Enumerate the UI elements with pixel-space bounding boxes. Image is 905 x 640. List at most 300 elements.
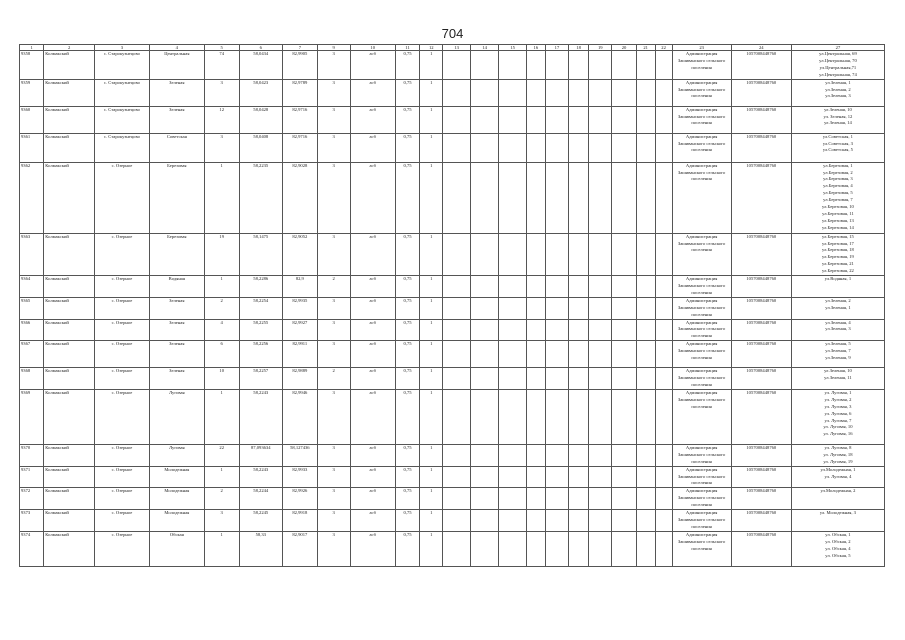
table-cell [526, 233, 545, 275]
table-cell: Колмакский [44, 531, 95, 566]
table-cell [589, 276, 612, 298]
table-cell: 1057008448760 [731, 106, 791, 133]
column-header: 9 [317, 45, 350, 51]
table-cell [612, 162, 636, 233]
table-cell: 58,2257 [239, 368, 282, 390]
table-cell [569, 51, 589, 80]
table-cell [589, 531, 612, 566]
table-cell: 0,75 [395, 319, 419, 341]
table-cell: 3 [317, 466, 350, 488]
table-cell: Молодежная [149, 466, 204, 488]
table-cell [526, 466, 545, 488]
table-cell: асб [350, 106, 395, 133]
table-cell [589, 51, 612, 80]
table-cell [545, 106, 568, 133]
table-cell [526, 276, 545, 298]
table-cell [612, 51, 636, 80]
table-cell: 9365 [20, 297, 44, 319]
table-row [20, 444, 885, 466]
table-cell: 0,75 [395, 389, 419, 444]
table-cell: Колмакский [44, 162, 95, 233]
table-cell [443, 319, 470, 341]
table-cell: 0,75 [395, 466, 419, 488]
table-cell: Администрация Зашиванского сельского поселения [672, 531, 731, 566]
table-cell: 1 [420, 51, 443, 80]
table-cell: 0,75 [395, 133, 419, 162]
table-cell [545, 466, 568, 488]
table-row [20, 162, 885, 233]
table-cell: 3 [204, 510, 239, 532]
table-cell: Колмакский [44, 444, 95, 466]
table-cell: Березовая [149, 233, 204, 275]
table-cell [655, 444, 672, 466]
column-header: 18 [569, 45, 589, 51]
table-cell: 58,1475 [239, 233, 282, 275]
table-cell: 58,0423 [239, 79, 282, 106]
table-cell [655, 106, 672, 133]
table-cell [569, 488, 589, 510]
table-cell: Водяная [149, 276, 204, 298]
table-cell: ул.Зеленая, 10 ул.Зеленая, 11 [791, 368, 884, 390]
table-cell: Колмакский [44, 106, 95, 133]
table-cell: с. Озерное [94, 276, 149, 298]
table-cell [636, 466, 655, 488]
table-cell: Колмакский [44, 51, 95, 80]
table-cell: Луговая [149, 444, 204, 466]
table-cell: 1057008448760 [731, 389, 791, 444]
table-cell [470, 162, 499, 233]
table-cell: 3 [317, 341, 350, 368]
table-cell [612, 444, 636, 466]
table-cell: 3 [317, 162, 350, 233]
table-cell: 9366 [20, 319, 44, 341]
table-cell [526, 51, 545, 80]
table-cell: Молодежная [149, 488, 204, 510]
table-cell: 82,9927 [282, 319, 317, 341]
table-cell [499, 488, 526, 510]
table-cell: Колмакский [44, 341, 95, 368]
table-cell: 74 [204, 51, 239, 80]
table-cell: Администрация Зашиванского сельского поселения [672, 488, 731, 510]
table-cell [499, 276, 526, 298]
column-header: 23 [672, 45, 731, 51]
table-cell: Центральная [149, 51, 204, 80]
table-cell: с. Озерное [94, 488, 149, 510]
table-cell: 1 [420, 488, 443, 510]
column-header: 20 [612, 45, 636, 51]
table-cell [443, 51, 470, 80]
table-cell: 3 [317, 444, 350, 466]
table-cell: 82,9716 [282, 133, 317, 162]
table-cell: Колмакский [44, 79, 95, 106]
table-cell [569, 106, 589, 133]
table-cell [569, 510, 589, 532]
table-cell: ул. Обская, 1 ул. Обская, 2 ул. Обская, 4 ул. Обская, 5 [791, 531, 884, 566]
table-cell: Колмакский [44, 297, 95, 319]
table-cell: с. Озерное [94, 466, 149, 488]
table-cell [499, 79, 526, 106]
table-cell [526, 341, 545, 368]
table-cell: 3 [317, 297, 350, 319]
table-cell: 82,9017 [282, 531, 317, 566]
table-cell [443, 276, 470, 298]
table-cell: Колмакский [44, 488, 95, 510]
table-cell: ул. Луговая, 1 ул. Луговая, 2 ул. Луговая, 3 ул. Луговая, 6 ул. Луговая, 7 ул. Луговая, 10 ул. Луговая, 16 [791, 389, 884, 444]
table-cell [545, 444, 568, 466]
column-header: 16 [526, 45, 545, 51]
table-cell: 1 [204, 276, 239, 298]
table-cell: 9367 [20, 341, 44, 368]
table-cell: Администрация Зашиванского сельского поселения [672, 162, 731, 233]
table-cell [612, 488, 636, 510]
table-cell [545, 319, 568, 341]
table-cell [470, 341, 499, 368]
table-cell: ул.Советская, 1 ул.Советская, 3 ул.Советская, 5 [791, 133, 884, 162]
table-cell [569, 444, 589, 466]
table-cell: 3 [317, 233, 350, 275]
table-cell [470, 79, 499, 106]
table-cell: 58,2245 [239, 510, 282, 532]
table-row [20, 531, 885, 566]
table-cell: 1057008448760 [731, 488, 791, 510]
table-cell: с. Озерное [94, 297, 149, 319]
table-cell: 9359 [20, 79, 44, 106]
table-cell: Колмакский [44, 276, 95, 298]
table-cell: ул.Водяная, 1 [791, 276, 884, 298]
table-cell: 1 [420, 466, 443, 488]
table-cell: Администрация Зашиванского сельского поселения [672, 233, 731, 275]
registry-table [19, 44, 885, 567]
table-cell [589, 79, 612, 106]
table-cell [612, 531, 636, 566]
table-cell: с. Старокузнецово [94, 51, 149, 80]
table-cell: 3 [204, 79, 239, 106]
table-cell [443, 162, 470, 233]
table-cell [443, 531, 470, 566]
table-cell: 1057008448760 [731, 319, 791, 341]
table-cell [655, 531, 672, 566]
table-cell: Березовая [149, 162, 204, 233]
table-cell [569, 319, 589, 341]
table-cell [655, 466, 672, 488]
table-cell: 1 [204, 466, 239, 488]
table-cell [499, 162, 526, 233]
table-cell [589, 466, 612, 488]
table-row [20, 133, 885, 162]
table-cell [443, 233, 470, 275]
table-cell: асб [350, 510, 395, 532]
table-cell: 9364 [20, 276, 44, 298]
table-cell: 1 [204, 531, 239, 566]
table-cell [612, 276, 636, 298]
table-row [20, 233, 885, 275]
table-cell [526, 444, 545, 466]
table-cell: ул.Молодежная, 2 [791, 488, 884, 510]
table-cell [636, 368, 655, 390]
table-cell [545, 341, 568, 368]
table-row [20, 319, 885, 341]
table-cell [589, 133, 612, 162]
column-header: 12 [420, 45, 443, 51]
table-cell [526, 510, 545, 532]
table-cell [612, 368, 636, 390]
table-row [20, 368, 885, 390]
table-cell: 19 [204, 233, 239, 275]
table-cell [499, 531, 526, 566]
table-cell [589, 319, 612, 341]
column-header: 5 [204, 45, 239, 51]
table-cell: 0,75 [395, 531, 419, 566]
table-cell [636, 444, 655, 466]
table-cell [526, 297, 545, 319]
table-cell: 1057008448760 [731, 51, 791, 80]
table-cell: 9374 [20, 531, 44, 566]
table-cell: асб [350, 276, 395, 298]
table-cell: Администрация Зашиванского сельского поселения [672, 51, 731, 80]
table-cell [499, 510, 526, 532]
table-cell [612, 341, 636, 368]
page-number: 704 [441, 26, 464, 41]
table-cell [589, 510, 612, 532]
table-cell: 58,2235 [239, 162, 282, 233]
table-cell: асб [350, 51, 395, 80]
table-cell: Колмакский [44, 133, 95, 162]
table-cell: 1057008448760 [731, 444, 791, 466]
table-cell: 58,2256 [239, 341, 282, 368]
table-cell: 58,0408 [239, 133, 282, 162]
table-cell: 9369 [20, 389, 44, 444]
column-header: 1 [20, 45, 44, 51]
table-cell [499, 133, 526, 162]
table-cell [569, 368, 589, 390]
table-cell [470, 389, 499, 444]
table-cell: асб [350, 444, 395, 466]
table-cell: Зеленая [149, 106, 204, 133]
table-cell [499, 389, 526, 444]
table-cell: 9370 [20, 444, 44, 466]
table-cell [636, 133, 655, 162]
table-cell [470, 531, 499, 566]
table-cell [655, 233, 672, 275]
table-cell: 82,9905 [282, 51, 317, 80]
table-body [20, 51, 885, 567]
table-cell: Администрация Зашиванского сельского поселения [672, 276, 731, 298]
table-cell: Администрация Зашиванского сельского поселения [672, 341, 731, 368]
table-cell [545, 297, 568, 319]
table-cell [526, 106, 545, 133]
table-cell [636, 276, 655, 298]
table-row [20, 297, 885, 319]
table-cell: Колмакский [44, 368, 95, 390]
table-cell: 1 [420, 531, 443, 566]
table-cell: 1057008448760 [731, 276, 791, 298]
table-cell [526, 79, 545, 106]
table-cell [470, 297, 499, 319]
table-cell: 9361 [20, 133, 44, 162]
table-cell: 82,9935 [282, 297, 317, 319]
table-cell [545, 51, 568, 80]
table-cell: 0,75 [395, 79, 419, 106]
table-cell: с. Озерное [94, 233, 149, 275]
table-cell: ул.Зеленая, 5 ул.Зеленая, 7 ул.Зеленая, 9 [791, 341, 884, 368]
table-cell: ул.Зеленая, 4 ул.Зеленая, 3 [791, 319, 884, 341]
table-row [20, 488, 885, 510]
table-cell: Молодежная [149, 510, 204, 532]
table-cell: ул.Центральная, 69 ул.Центральная, 70 ул.Центральная,71 ул.Центральная, 74 [791, 51, 884, 80]
table-cell [655, 276, 672, 298]
table-cell: с. Озерное [94, 531, 149, 566]
table-cell [545, 488, 568, 510]
table-cell [443, 368, 470, 390]
table-cell: 58,2244 [239, 488, 282, 510]
table-cell: ул.Зеленая, 1 ул.Зеленая, 2 ул.Зеленая, 3 [791, 79, 884, 106]
table-cell: Администрация Зашиванского сельского поселения [672, 319, 731, 341]
table-cell: Колмакский [44, 466, 95, 488]
table-cell [526, 488, 545, 510]
table-cell [545, 389, 568, 444]
table-cell: Советская [149, 133, 204, 162]
table-cell: 82,9911 [282, 341, 317, 368]
table-cell [470, 51, 499, 80]
table-cell: 2 [204, 488, 239, 510]
table-row [20, 106, 885, 133]
table-cell [569, 233, 589, 275]
table-cell: 82,9052 [282, 233, 317, 275]
table-cell: с. Озерное [94, 389, 149, 444]
table-cell [612, 510, 636, 532]
table-row [20, 79, 885, 106]
column-header: 24 [731, 45, 791, 51]
table-cell [569, 466, 589, 488]
table-cell [655, 488, 672, 510]
table-cell: Администрация Зашиванского сельского поселения [672, 444, 731, 466]
table-cell: Зеленая [149, 79, 204, 106]
table-cell: 12 [204, 106, 239, 133]
table-cell [569, 531, 589, 566]
table-cell [589, 444, 612, 466]
table-cell: 1 [420, 79, 443, 106]
table-cell: 0,75 [395, 162, 419, 233]
table-cell [499, 319, 526, 341]
table-cell [443, 106, 470, 133]
table-row [20, 276, 885, 298]
table-cell [612, 106, 636, 133]
table-cell [655, 162, 672, 233]
table-cell: с. Озерное [94, 319, 149, 341]
table-cell: 82,9918 [282, 510, 317, 532]
table-cell: с. Старокузнецово [94, 133, 149, 162]
table-cell [499, 341, 526, 368]
table-cell: 0,75 [395, 510, 419, 532]
table-cell [569, 79, 589, 106]
table-cell [470, 368, 499, 390]
table-cell: 1057008448760 [731, 368, 791, 390]
table-cell [569, 162, 589, 233]
table-cell [569, 341, 589, 368]
table-cell [636, 389, 655, 444]
table-cell: 0,75 [395, 106, 419, 133]
table-cell: 1 [420, 162, 443, 233]
table-cell [655, 133, 672, 162]
table-cell [545, 133, 568, 162]
table-cell: 1057008448760 [731, 162, 791, 233]
column-header: 15 [499, 45, 526, 51]
table-cell: 3 [204, 133, 239, 162]
table-cell: 2 [317, 368, 350, 390]
table-cell: с. Озерное [94, 341, 149, 368]
table-cell [655, 79, 672, 106]
table-cell [655, 319, 672, 341]
table-cell [499, 297, 526, 319]
table-cell [470, 510, 499, 532]
table-cell: 82,9 [282, 276, 317, 298]
table-cell [589, 106, 612, 133]
table-cell [636, 51, 655, 80]
table-cell [499, 106, 526, 133]
table-cell: 1 [420, 297, 443, 319]
table-cell: с. Озерное [94, 368, 149, 390]
table-cell: 0,75 [395, 341, 419, 368]
table-cell [545, 368, 568, 390]
table-cell: 9373 [20, 510, 44, 532]
table-cell [443, 133, 470, 162]
column-header: 17 [545, 45, 568, 51]
table-cell: 9372 [20, 488, 44, 510]
table-cell [470, 444, 499, 466]
table-cell: ул. Луговая, 8 ул. Луговая, 18 ул. Луговая, 19 [791, 444, 884, 466]
table-cell [589, 162, 612, 233]
table-cell: 10 [204, 368, 239, 390]
table-cell [545, 531, 568, 566]
table-cell: 1 [420, 276, 443, 298]
column-header: 2 [44, 45, 95, 51]
table-cell [589, 389, 612, 444]
table-cell: 82,9716 [282, 106, 317, 133]
table-cell [636, 319, 655, 341]
table-cell: асб [350, 233, 395, 275]
column-header: 21 [636, 45, 655, 51]
table-cell [612, 233, 636, 275]
table-cell [470, 106, 499, 133]
column-header: 11 [395, 45, 419, 51]
table-cell [612, 79, 636, 106]
column-header: 10 [350, 45, 395, 51]
table-cell: асб [350, 341, 395, 368]
column-header: 13 [443, 45, 470, 51]
table-row [20, 510, 885, 532]
table-cell: 1 [420, 444, 443, 466]
column-header: 19 [589, 45, 612, 51]
table-cell [569, 276, 589, 298]
table-cell: Администрация Зашиванского сельского поселения [672, 297, 731, 319]
table-cell: Зеленая [149, 368, 204, 390]
table-cell [636, 106, 655, 133]
table-cell [612, 389, 636, 444]
table-cell: Администрация Зашиванского сельского поселения [672, 79, 731, 106]
table-cell [443, 466, 470, 488]
table-cell: 58,2286 [239, 276, 282, 298]
table-cell: Зеленая [149, 319, 204, 341]
table-cell: Зеленая [149, 297, 204, 319]
table-cell: 82,9926 [282, 488, 317, 510]
table-cell [569, 389, 589, 444]
table-cell: асб [350, 466, 395, 488]
table-cell [545, 276, 568, 298]
table-cell [569, 297, 589, 319]
table-cell [545, 233, 568, 275]
column-header: 3 [94, 45, 149, 51]
table-cell: ул.Зеленая, 2 ул.Зеленая, 1 [791, 297, 884, 319]
